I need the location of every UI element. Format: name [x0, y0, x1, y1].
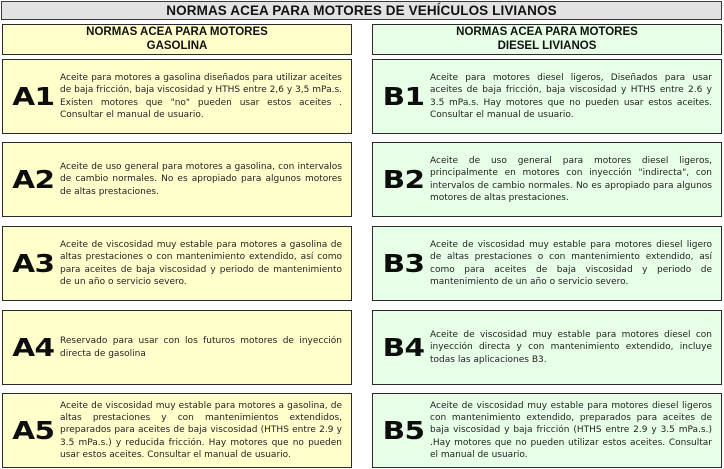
norm-code: B3: [382, 249, 425, 278]
gasoline-header-line2: GASOLINA: [146, 39, 208, 52]
norm-code: B4: [382, 333, 425, 362]
page-title: NORMAS ACEA PARA MOTORES DE VEHÍCULOS LIVIANOS: [1, 1, 722, 20]
norm-description: Aceite de viscosidad muy estable para motores a gasolina, de altas prestaciones y con mantenimientos extendidos, preparados para aceites de baja viscosidad (HTHS entre 2.9 y 3.5 mPa.s.) y reducida fricción. Hay motores que no pueden usar estos aceites. Consultar el manual de usuario.: [60, 400, 342, 460]
norm-description: Aceite para motores a gasolina diseñados para utilizar aceites de baja fricción, baja viscosidad y HTHS entre 2,6 y 3,5 mPa.s. Existen motores que "no" pueden usar estos aceites . Consultar el manual de usuario.: [60, 72, 342, 120]
norm-code: B2: [382, 165, 425, 194]
diesel-column-header: [372, 24, 722, 55]
norm-card-a2: [2, 142, 352, 217]
norm-card-b5: [372, 393, 722, 468]
norm-code: B5: [382, 416, 425, 445]
norm-description: Aceite de viscosidad muy estable para motores diesel ligero de altas prestaciones o con mantenimiento extendido, así como para aceites de baja viscosidad y periodo de mantenimiento de un año o servicio severo.: [430, 239, 712, 287]
gasoline-header-line1: NORMAS ACEA PARA MOTORES: [86, 26, 268, 38]
norm-description: Aceite de viscosidad muy estable para motores diesel ligeros con mantenimiento extendido, preparados para aceites de baja viscosidad y baja fricción (HTHS entre 2.9 y 3.5 mPa.s.) .Hay motores que no pueden utilizar estos aceites. Consultar el manual de usuario.: [430, 400, 712, 460]
norm-description: Aceite de viscosidad muy estable para motores a gasolina de altas prestaciones o con mantenimiento extendido, así como para aceites de baja viscosidad y periodo de mantenimiento de un año o servicio severo.: [60, 239, 342, 287]
norm-card-b1: [372, 59, 722, 134]
diesel-header-line1: NORMAS ACEA PARA MOTORES: [456, 26, 638, 38]
norm-card-a1: [2, 59, 352, 134]
norm-description: Aceite de uso general para motores diesel ligeros, principalmente en motores con inyección "indirecta", con intervalos de cambio normales. No es apropiado para algunos motores de altas prestaciones.: [430, 155, 712, 203]
norm-code: B1: [382, 82, 425, 111]
norm-description: Aceite para motores diesel ligeros, Diseñados para usar aceites de baja fricción, baja viscosidad y HTHS entre 2.6 y 3.5 mPa.s. Hay motores que no pueden usar estos aceites. Consultar el manual de usuario.: [430, 72, 712, 120]
norm-card-b2: [372, 142, 722, 217]
norm-card-a5: [2, 393, 352, 468]
norm-code: A2: [12, 165, 55, 194]
norm-code: A4: [12, 333, 55, 362]
norm-card-b3: [372, 226, 722, 301]
norm-description: Reservado para usar con los futuros motores de inyección directa de gasolina: [60, 336, 342, 359]
diesel-header-line2: DIESEL LIVIANOS: [497, 39, 597, 52]
norm-code: A3: [12, 249, 55, 278]
norm-code: A1: [12, 82, 55, 111]
norm-description: Aceite de uso general para motores a gasolina, con intervalos de cambio normales. No es apropiado para algunos motores de altas prestaciones.: [60, 162, 342, 197]
norm-description: Aceite de viscosidad muy estable para motores diesel con inyección directa y con mantenimiento extendido, incluye todas las aplicaciones B3.: [430, 330, 712, 365]
norm-card-b4: [372, 310, 722, 385]
norm-card-a3: [2, 226, 352, 301]
norm-card-a4: [2, 310, 352, 385]
gasoline-column-header: [2, 24, 352, 55]
norm-code: A5: [12, 416, 55, 445]
